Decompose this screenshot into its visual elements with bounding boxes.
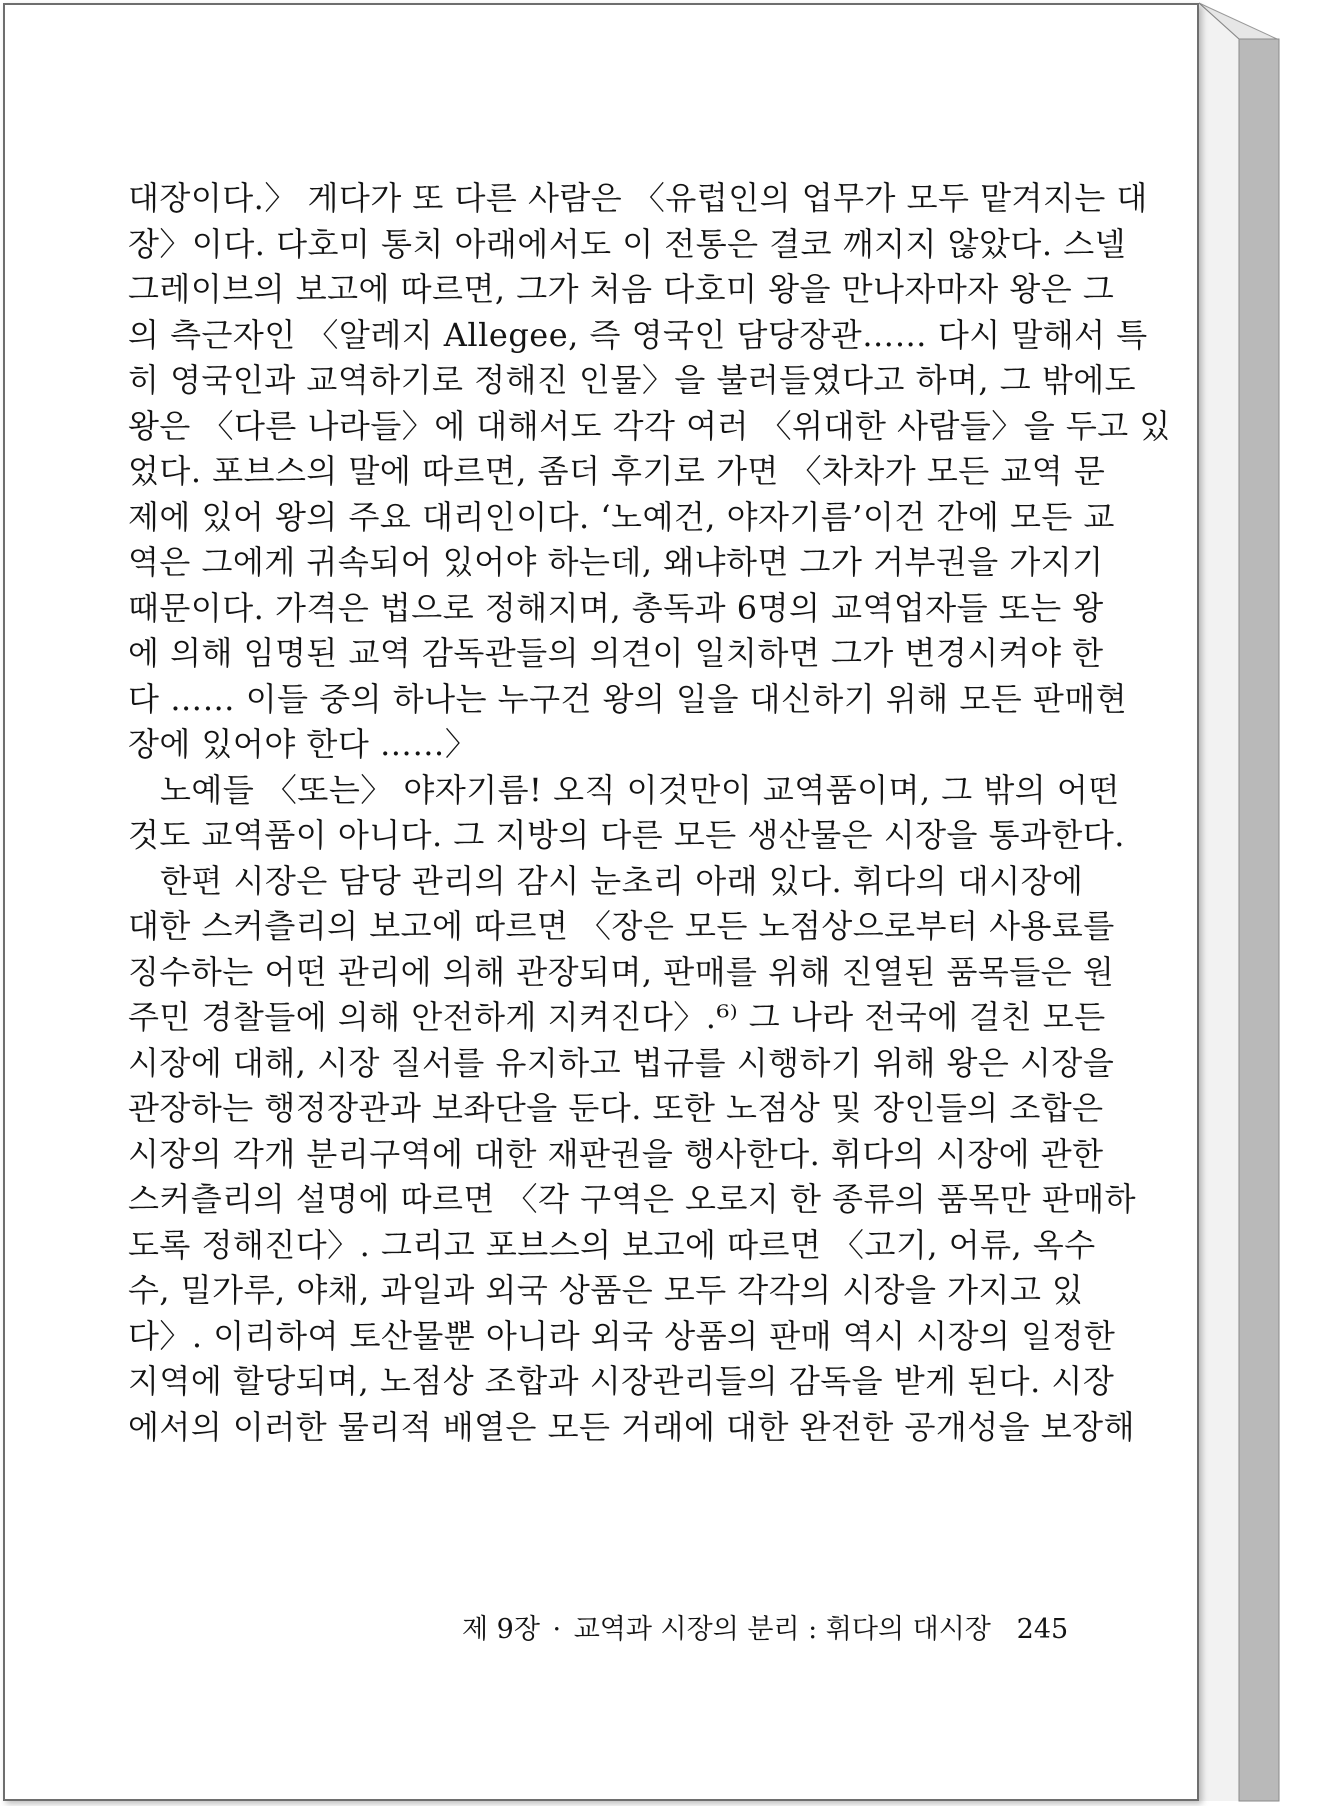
book-spine [1199,3,1281,1801]
text-line: 한편 시장은 담당 관리의 감시 눈초리 아래 있다. 휘다의 대시장에 [160,861,1084,900]
footer-separator: · [552,1614,562,1645]
text-line: 장에 있어야 한다 ……〉 [128,725,478,763]
running-footer [462,1607,1069,1646]
text-line: 때문이다. 가격은 법으로 정해지며, 총독과 6명의 교역업자들 또는 왕 [128,588,1104,627]
text-line: 수, 밀가루, 야채, 과일과 외국 상품은 모두 각각의 시장을 가지고 있 [128,1271,1084,1309]
text-line: 왕은 〈다른 나라들〉에 대해서도 각각 여러 〈위대한 사람들〉을 두고 있 [128,406,1171,445]
text-line: 스커츨리의 설명에 따르면 〈각 구역은 오로지 한 종류의 품목만 판매하 [128,1180,1137,1218]
text-line: 장〉이다. 다호미 통치 아래에서도 이 전통은 결코 깨지지 않았다. 스넬 [128,224,1127,263]
text-line: 었다. 포브스의 말에 따르면, 좀더 후기로 가면 〈차차가 모든 교역 문 [128,452,1106,490]
text-line: 지역에 할당되며, 노점상 조합과 시장관리들의 감독을 받게 된다. 시장 [128,1362,1115,1400]
text-line: 도록 정해진다〉. 그리고 포브스의 보고에 따르면 〈고기, 어류, 옥수 [128,1225,1096,1264]
text-line: 징수하는 어떤 관리에 의해 관장되며, 판매를 위해 진열된 품목들은 원 [128,952,1115,991]
text-line: 다 …… 이들 중의 하나는 누구건 왕의 일을 대신하기 위해 모든 판매현 [128,679,1128,718]
paragraph-3 [128,859,1137,1451]
text-line: 관장하는 행정장관과 보좌단을 둔다. 또한 노점상 및 장인들의 조합은 [128,1089,1104,1127]
text-line: 시장의 각개 분리구역에 대한 재판권을 행사한다. 휘다의 시장에 관한 [128,1134,1104,1173]
text-line: 주민 경찰들에 의해 안전하게 지켜진다〉.⁶⁾ 그 나라 전국에 걸친 모든 [128,998,1106,1036]
chapter-title: 교역과 시장의 분리 : 휘다의 대시장 [573,1614,991,1645]
text-line: 제에 있어 왕의 주요 대리인이다. ‘노예건, 야자기름’이건 간에 모든 교 [128,497,1115,536]
text-line: 다〉. 이리하여 토산물뿐 아니라 외국 상품의 판매 역시 시장의 일정한 [128,1316,1116,1355]
text-line: 역은 그에게 귀속되어 있어야 하는데, 왜냐하면 그가 거부권을 가지기 [128,543,1104,581]
paragraph-2 [128,768,1125,859]
text-line: 시장에 대해, 시장 질서를 유지하고 법규를 시행하기 위해 왕은 시장을 [128,1043,1115,1082]
text-line: 에서의 이러한 물리적 배열은 모든 거래에 대한 완전한 공개성을 보장해 [128,1407,1135,1446]
chapter-label: 제 9장 [462,1614,540,1645]
body-text [128,176,1171,1450]
paragraph-1 [128,176,1171,768]
text-line: 대장이다.〉 게다가 또 다른 사람은 〈유럽인의 업무가 모두 맡겨지는 대 [128,179,1148,217]
page-number: 245 [1016,1614,1069,1645]
text-line: 것도 교역품이 아니다. 그 지방의 다른 모든 생산물은 시장을 통과한다. [128,816,1125,854]
text-line: 히 영국인과 교역하기로 정해진 인물〉을 불러들였다고 하며, 그 밖에도 [128,361,1137,399]
text-line: 그레이브의 보고에 따르면, 그가 처음 다호미 왕을 만나자마자 왕은 그 [128,270,1115,308]
text-line: 대한 스커츨리의 보고에 따르면 〈장은 모든 노점상으로부터 사용료를 [128,907,1115,945]
text-line: 노예들 〈또는〉 야자기름! 오직 이것만이 교역품이며, 그 밖의 어떤 [160,770,1120,809]
text-line: 의 측근자인 〈알레지 Allegee, 즉 영국인 담당장관…… 다시 말해서 특 [128,315,1148,354]
text-line: 에 의해 임명된 교역 감독관들의 의견이 일치하면 그가 변경시켜야 한 [128,634,1104,672]
